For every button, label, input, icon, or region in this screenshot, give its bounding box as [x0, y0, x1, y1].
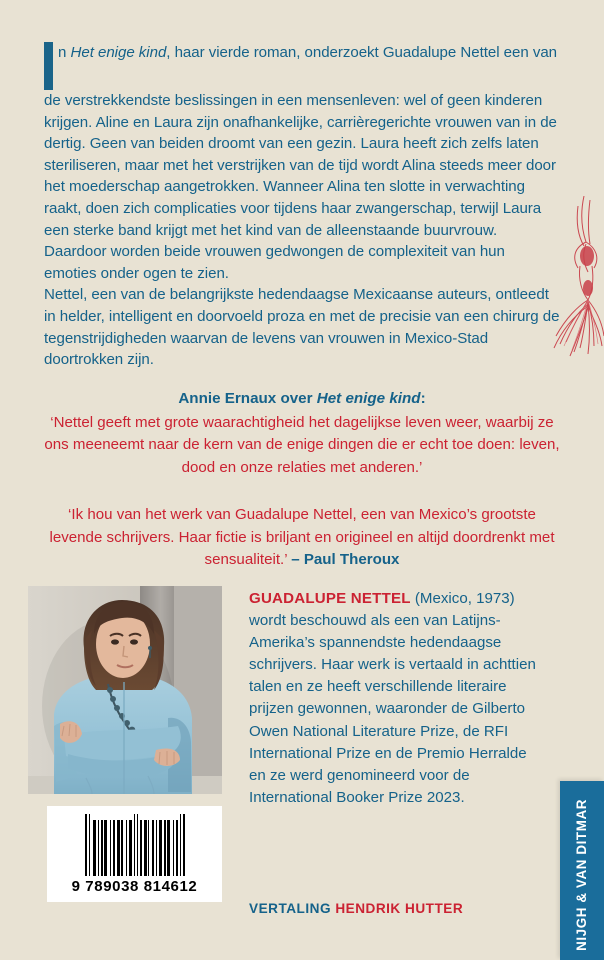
- quote-2-source: – Paul Theroux: [291, 551, 400, 569]
- author-bio-text: (Mexico, 1973) wordt beschouwd als een van Latijns-Amerika’s spannendste hedendaagse schrijvers. Haar werk is vertaald in achttien talen en ze heeft verschillende literaire prijzen gewonnen, waaronder de Gilberto Owen National Literature Prize, de RFI International Prize en de Premio Herralde en ze werd genomineerd voor de International Booker Prize 2023.: [249, 590, 536, 806]
- barcode: [47, 806, 222, 902]
- blurb-pre-title: n: [58, 44, 71, 61]
- quote-1-attribution: [40, 388, 564, 410]
- blurb-paragraph-1: [44, 42, 560, 284]
- quote-1-attribution-title: Het enige kind: [316, 390, 421, 407]
- quote-1-attribution-pre: Annie Ernaux over: [178, 390, 317, 407]
- publisher-block: [560, 781, 604, 960]
- author-portrait-photo: [28, 586, 222, 794]
- dropcap-bar: [44, 42, 53, 90]
- book-blurb: [44, 42, 560, 371]
- quote-2: [40, 504, 564, 571]
- translator-name: HENDRIK HUTTER: [335, 901, 464, 916]
- author-bio: [249, 588, 539, 809]
- translator-credit: [249, 901, 463, 916]
- publisher-name: NIJGH & VAN DITMAR: [574, 799, 589, 951]
- barcode-bars: [85, 814, 185, 876]
- quote-1-attribution-post: :: [420, 390, 426, 407]
- blurb-paragraph-1-rest: , haar vierde roman, onderzoekt Guadalupe Nettel een van de verstrekkendste beslissingen in een mensenleven: wel of geen kinderen krijgen. Aline en Laura zijn onafhankelijke, carrièregerichte vrouwen van in de dertig. Geen van beiden droomt van een gezin. Laura heeft zich zelfs laten steriliseren, maar met het verstrijken van de tijd wordt Alina steeds meer door het moederschap aangetrokken. Wanneer Alina ten slotte in verwachting raakt, doen zich complicaties voor tijdens haar zwangerschap, terwijl Laura een sterke band krijgt met het kind van de alleenstaande buurvrouw. Daardoor worden beide vrouwen gedwongen de complexiteit van hun emoties onder ogen te zien.: [44, 44, 558, 282]
- barcode-digits: 9 789038 814612: [71, 878, 198, 895]
- quote-1-text: ‘Nettel geeft met grote waarachtigheid het dagelijkse leven weer, waarbij ze ons meeneemt naar de kern van de enige dingen die er echt toe doen: leven, dood en onze relaties met anderen.’: [44, 414, 560, 476]
- blurb-book-title: Het enige kind: [70, 44, 167, 61]
- blurb-paragraph-2: Nettel, een van de belangrijkste hedendaagse Mexicaanse auteurs, ontleedt in helder, intelligent en doorvoeld proza en met de precisie van een chirurg de tegenstrijdigheden waarvan de levens van vrouwen in Mexico-Stad doortrokken zijn.: [44, 286, 560, 369]
- quote-2-text: ‘Ik hou van het werk van Guadalupe Nettel, een van Mexico’s grootste levende schrijvers. Haar fictie is briljant en origineel en altijd doordrenkt met sensualiteit.’: [49, 506, 555, 569]
- translator-label: VERTALING: [249, 901, 336, 916]
- author-name: GUADALUPE NETTEL: [249, 590, 411, 607]
- quotes-section: [40, 388, 564, 571]
